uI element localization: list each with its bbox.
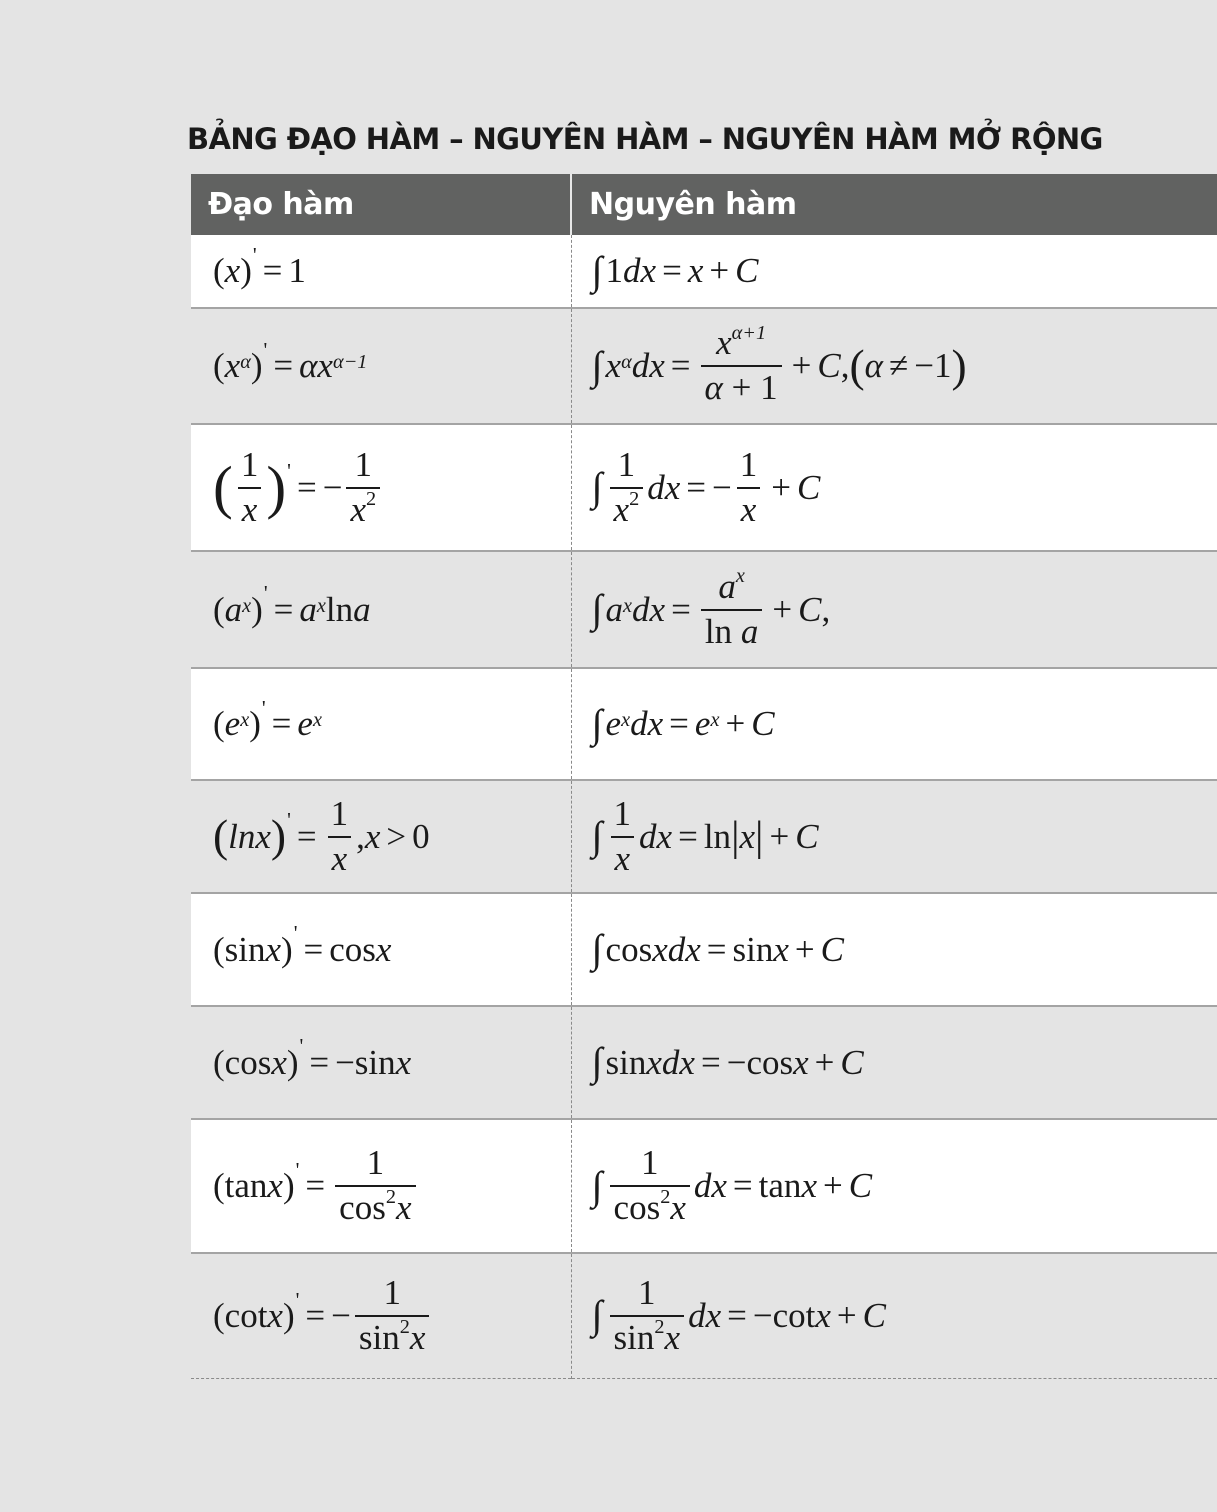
derivative-formula: (tan x ) ' = $\frac{1}{\cos^2x}$ [191,1119,571,1253]
derivative-formula: ( lnx ) ' = $\frac{1}{x}$ , x > 0 [191,780,571,893]
derivative-formula: ( $\frac{1}{x}$ ) ' = − $\frac{1}{x^2}$ [191,424,571,551]
antiderivative-formula: ∫ cos xdx = sin x + C [571,893,1217,1006]
antiderivative-formula: ∫ a $^x$ dx = $\frac{a^x}{\text{ln a}}$ + C , [571,551,1217,668]
table-row [191,893,1217,1006]
derivative-formula: ( e $^x$ ) ' = e $^x$ [191,668,571,780]
table-row [191,235,1217,308]
derivative-formula: ( a $^x$ ) ' = a $^x$ ln a [191,551,571,668]
formula-table [191,174,1217,1379]
table-row [191,668,1217,780]
derivative-formula: ( x $^\alpha$ ) ' = αx $^{\alpha-1}$ [191,308,571,424]
antiderivative-formula: ∫ x $^\alpha$ dx = $\frac{x^{\alpha+1}}{\alpha + 1}$ + C , ( α ≠ −1 ) [571,308,1217,424]
antiderivative-formula: ∫ 1 dx = x + C [571,235,1217,308]
table-row [191,1253,1217,1378]
derivative-formula: (cot x ) ' = − $\frac{1}{\sin^2x}$ [191,1253,571,1378]
derivative-formula: (cos x ) ' = −sin x [191,1006,571,1119]
derivative-formula: (sin x ) ' = cos x [191,893,571,1006]
table-row [191,1119,1217,1253]
table-row [191,1006,1217,1119]
table-row [191,424,1217,551]
antiderivative-formula: ∫ $\frac{1}{x^2}$ dx = − $\frac{1}{x}$ + C [571,424,1217,551]
derivative-formula: ( x ) ' = 1 [191,235,571,308]
column-header-antiderivative: Nguyên hàm [571,174,1217,235]
antiderivative-formula: ∫ e $^x$ dx = e $^x$ + C [571,668,1217,780]
antiderivative-formula: ∫ sin xdx = −cos x + C [571,1006,1217,1119]
page-title: BẢNG ĐẠO HÀM – NGUYÊN HÀM – NGUYÊN HÀM MỞ RỘNG [187,122,1103,156]
antiderivative-formula: ∫ $\frac{1}{\sin^2x}$ dx = −cot x + C [571,1253,1217,1378]
table-header-row [191,174,1217,235]
table-row [191,551,1217,668]
antiderivative-formula: ∫ $\frac{1}{\cos^2x}$ dx = tan x + C [571,1119,1217,1253]
antiderivative-formula: ∫ $\frac{1}{x}$ dx = ln | x | + C [571,780,1217,893]
column-header-derivative: Đạo hàm [191,174,571,235]
table-row [191,308,1217,424]
table-row [191,780,1217,893]
